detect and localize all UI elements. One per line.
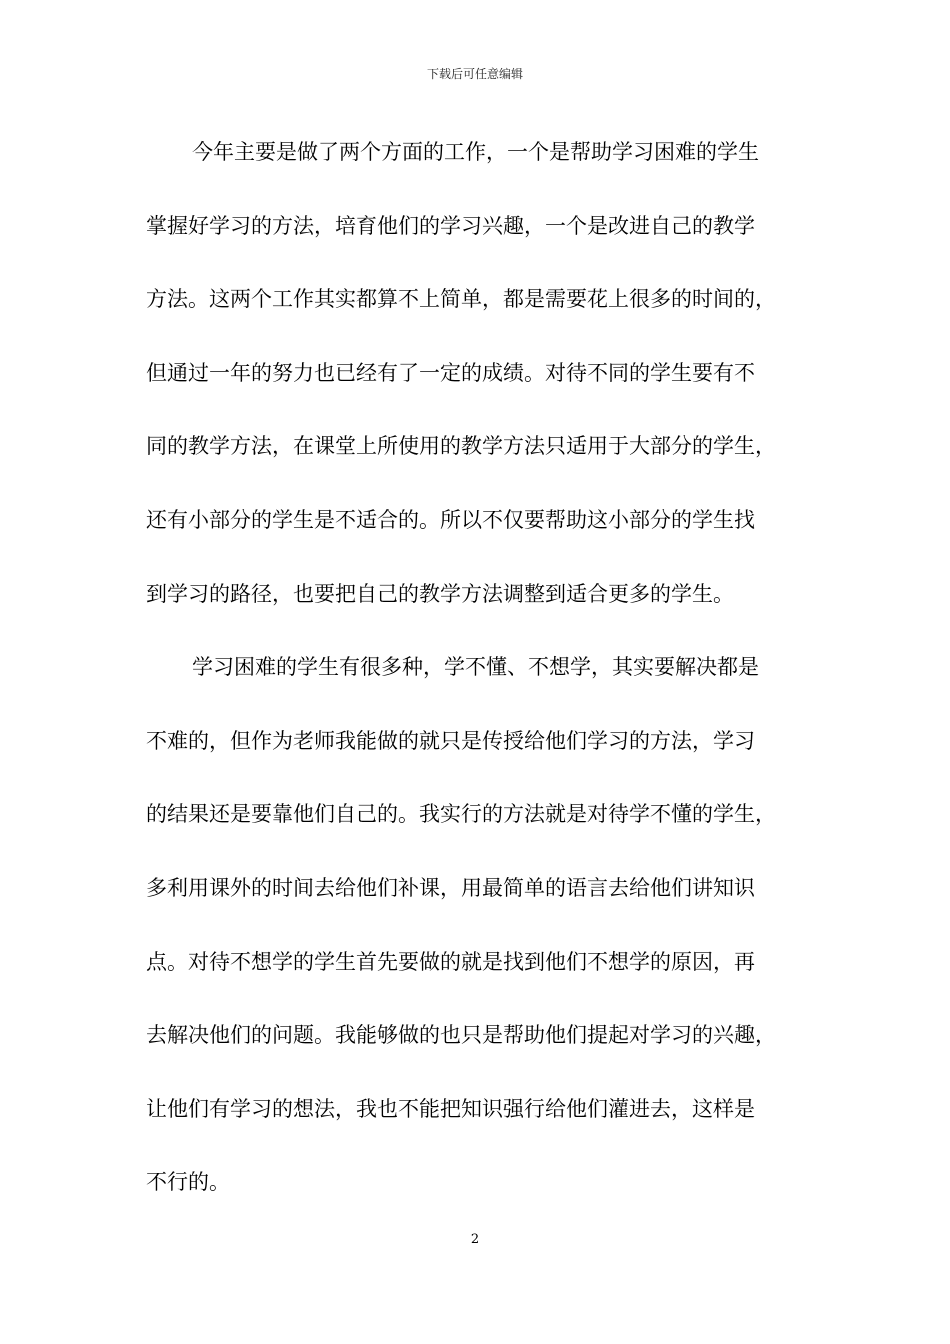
paragraph-line: 还有小部分的学生是不适合的。所以不仅要帮助这小部分的学生找 [146,507,755,532]
paragraph-line: 到学习的路径，也要把自己的教学方法调整到适合更多的学生。 [146,581,734,606]
paragraph-line: 点。对待不想学的学生首先要做的就是找到他们不想学的原因，再 [146,949,755,974]
header-note: 下载后可任意编辑 [426,67,523,81]
paragraph-line: 方法。这两个工作其实都算不上简单，都是需要花上很多的时间的， [146,287,776,312]
paragraph-line: 不难的，但作为老师我能做的就只是传授给他们学习的方法，学习 [146,728,755,753]
paragraph-line: 去解决他们的问题。我能够做的也只是帮助他们提起对学习的兴趣， [146,1023,776,1048]
paragraph-2 [146,646,806,1235]
paragraph-line: 多利用课外的时间去给他们补课，用最简单的语言去给他们讲知识 [146,875,755,900]
paragraph-1 [146,131,806,646]
paragraph-line: 不行的。 [146,1170,230,1195]
paragraph-line: 学习困难的学生有很多种，学不懂、不想学，其实要解决都是 [192,655,759,680]
paragraph-line: 但通过一年的努力也已经有了一定的成绩。对待不同的学生要有不 [146,360,755,385]
paragraph-line: 掌握好学习的方法，培育他们的学习兴趣，一个是改进自己的教学 [146,213,755,238]
paragraph-line: 的结果还是要靠他们自己的。我实行的方法就是对待学不懂的学生， [146,802,776,827]
paragraph-line: 让他们有学习的想法，我也不能把知识强行给他们灌进去，这样是 [146,1096,755,1121]
page-number: 2 [470,1232,480,1247]
paragraph-line: 今年主要是做了两个方面的工作，一个是帮助学习困难的学生 [192,140,759,164]
paragraph-line: 同的教学方法，在课堂上所使用的教学方法只适用于大部分的学生， [146,434,776,459]
body-text [146,131,806,1235]
